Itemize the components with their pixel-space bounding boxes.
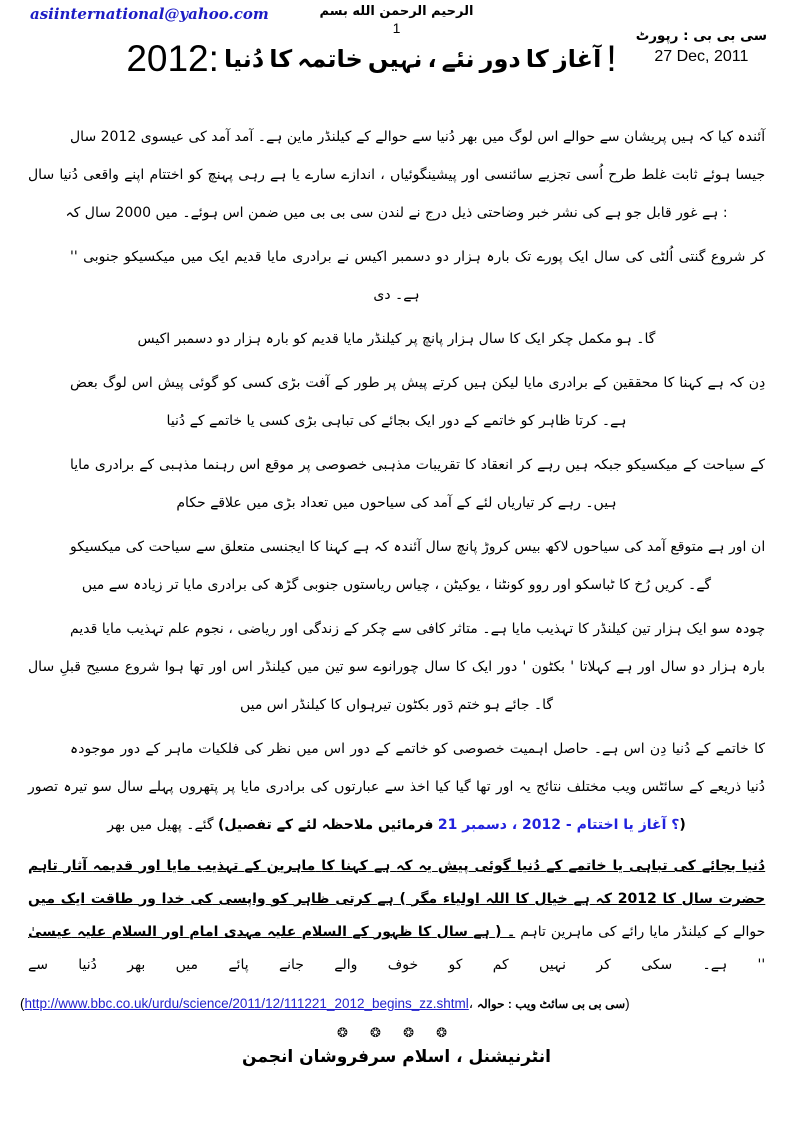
reference-open-paren: ( xyxy=(20,996,25,1011)
star-divider-ornament: ❂ ❂ ❂ ❂ xyxy=(337,1026,456,1041)
citation-open-paren: ( xyxy=(217,817,225,833)
paragraph-5: مایا برادری کے مذہبی رہنما اس موقع پر خصوصی مذہبی تقریبات کا انعقاد کر رہے ہیں جبکہ میکسیکو کے سیاحت کے حکام علاقے میں بڑی تعداد میں سیاحوں کی آمد کے لئے تیاریاں کر رہے ہیں۔ xyxy=(70,457,765,511)
reference-label: حوالہ : ویب سائٹ بی بی سی xyxy=(476,997,626,1011)
paragraph-9 xyxy=(28,850,765,982)
paragraph-8 xyxy=(28,730,765,844)
bismillah-text: بسم الله الرحمن الرحيم xyxy=(319,4,474,19)
paragraph-9-rest: تاہم ماہرین کی رائے مایا کیلنڈر کے حوالے سے دُنیا بھر میں پائے جانے والے خوف کو کم نہیں کر سکی ہے۔ '' xyxy=(28,924,766,973)
reference-close-paren: ) xyxy=(625,996,630,1011)
paragraph-3: اکیس دسمبر دو ہزار بارہ کو قدیم مایا کیلنڈر پر پانچ ہزار سال کا ایک چکر مکمل ہو گا۔ xyxy=(137,331,656,347)
paragraph-4: بعض لوگ اس پیش گوئی کو کسی بڑی آفت کے طور پر پیش کرتے ہیں لیکن مایا برادری کے محققین کا کہنا ہے کہ دِن دُنیا کے خاتمے یا کسی بڑی تباہی کی بجائے ایک دور کے خاتمے کو ظاہر کرتا ہے۔ xyxy=(70,375,766,429)
email-link[interactable]: asiinternational@yahoo.com xyxy=(30,5,269,23)
reference-line xyxy=(20,996,793,1012)
paragraph-2-quote-start: '' جنوبی میکسیکو میں ایک قدیم مایا برادری نے اکیس دسمبر دو ہزار بارہ تک پورے ایک سال کی اُلٹی گنتی شروع کر دی ہے۔ xyxy=(70,249,766,303)
organization-footer: انجمن سرفروشان اسلام ، انٹرنیشنل xyxy=(242,1047,551,1067)
document-header xyxy=(0,0,793,118)
citation-link[interactable]: 21 دسمبر ، 2012 - اختتام یا آغاز ؟ xyxy=(437,817,680,833)
paragraph-1: سال 2012 عیسوی کی آمد آمد ہے۔ ماین کیلنڈر کے حوالے سے دُنیا بھر میں لوگ اس حوالے سے پریشان ہیں کہ کیا آئندہ سال دُنیا واقعی اپنے اختتام کو پہنچ رہی ہے یا سارے اندازے ، پیشینگوئیاں اور سائنسی تجزیے اُسی طرح غلط ثابت ہوئے جیسا کہ سال 2000 میں ہوئے۔ اس ضمن میں بی بی سی لندن نے درج ذیل وضاحتی خبر نشر کی ہے جو قابل غور ہے : xyxy=(28,129,766,221)
citation-close-paren: ) xyxy=(679,817,686,833)
article-body xyxy=(0,118,793,982)
paragraph-7: قدیم مایا تہذیب علم نجوم ، ریاضی اور زندگی کے چکر سے کافی متاثر ہے۔ مایا تہذیب کا کیلنڈر تین ہزار ایک سو چودہ سال قبلِ مسیح شروع ہوا تھا اور اس کیلنڈر میں تین سو چورانوے سال کا ایک دور ' بکٹون ' کہلاتا ہے اور سال دو ہزار بارہ میں اس کیلنڈر کا تیرہواں بکٹون دَور ختم ہو جائے گا۔ xyxy=(28,621,766,713)
paragraph-6: میکسیکو کی سیاحت سے متعلق ایجنسی کا کہنا ہے کہ آئندہ سال پانچ کروڑ بیس لاکھ سیاحوں کی آمد متوقع ہے اور ان میں سے زیادہ تر مایا برادری کی گڑھ جنوبی ریاستوں چیاس ، یوکیٹن ، کونٹنا روو اور ٹباسکو کا رُخ کریں گے۔ xyxy=(70,539,766,593)
report-source: رپورٹ : بی بی سی xyxy=(635,28,767,44)
page-title: 2012: دُنیا کا خاتمہ نہیں ، نئے دور کا آغاز ! xyxy=(126,38,617,79)
reference-separator: ، xyxy=(468,996,477,1011)
bbc-url-link[interactable]: http://www.bbc.co.uk/urdu/science/2011/12/111221_2012_begins_zz.shtml xyxy=(24,996,469,1011)
paragraph-9-bold-underlined: تاہم آثار قدیمہ اور مایا تہذیب کے ماہرین کا کہنا ہے کہ یہ پیش گوئی دُنیا کے خاتمے یا تباہی کی بجائے دُنیا میں ایک طاقت ور خدا کی واپسی کو ظاہر کرتی ہے ( مگر اولیاء اللہ کا خیال ہے کہ 2012 کا سال حضرت عیسیٰ علیہ السلام اور امام مہدی علیہ السلام کے ظہور کا سال ہے ) ۔ xyxy=(28,858,766,940)
page-number: 1 xyxy=(392,20,401,36)
paragraph-8-text: موجودہ دور کے ماہر فلکیات کی نظر میں اس دور کے خاتمے کو خصوصی اہمیت حاصل ہے۔ اس دِن دُنیا کے خاتمے کا تصور تیرہ سو سال پہلے پتھروں پر مایا برادری کی عبارتوں سے اخذ کیا گیا تھا اور یہ نتائج مختلف ویب سائٹس کے ذریعے دُنیا بھر میں پھیل گئے۔ xyxy=(28,741,766,833)
citation-label: تفصیل کے لئے ملاحظہ فرمائیں xyxy=(224,817,434,833)
report-date: 27 Dec, 2011 xyxy=(654,48,749,65)
